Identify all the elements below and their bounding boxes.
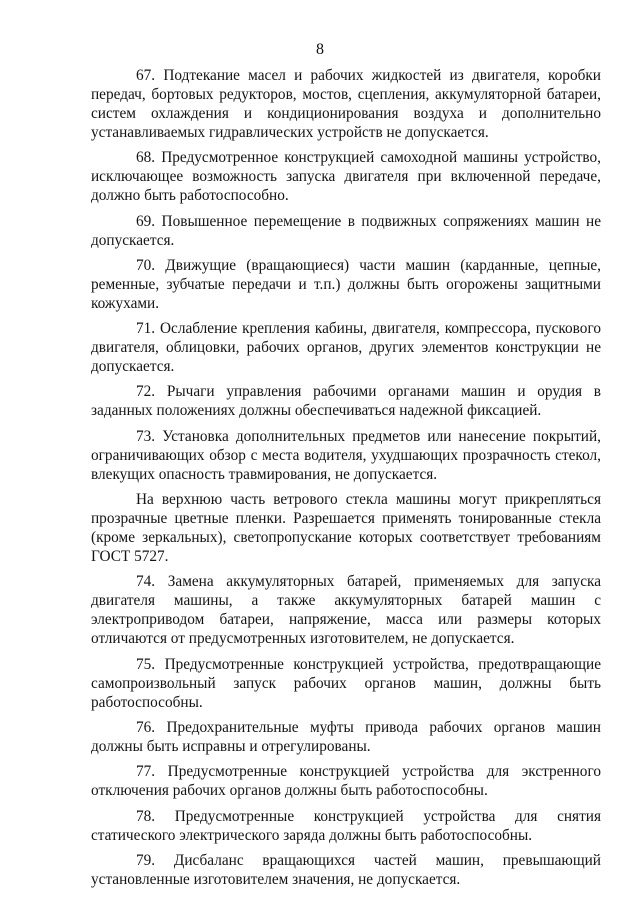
paragraph-78: 78. Предусмотренные конструкцией устройства для снятия статического электрического заряда должны быть работоспособны.	[91, 807, 601, 844]
paragraph-72: 72. Рычаги управления рабочими органами машин и орудия в заданных положениях должны обеспечиваться надежной фиксацией.	[91, 383, 601, 420]
paragraph-73: 73. Установка дополнительных предметов или нанесение покрытий, ограничивающих обзор с места водителя, ухудшающих прозрачность стекол, влекущих опасность травмирования, не допускается.	[91, 427, 601, 483]
paragraph-75: 75. Предусмотренные конструкцией устройства, предотвращающие самопроизвольный запуск рабочих органов машин, должны быть работоспособны.	[91, 655, 601, 711]
paragraph-70: 70. Движущие (вращающиеся) части машин (карданные, цепные, ременные, зубчатые передачи и т.п.) должны быть огорожены защитными кожухами.	[91, 256, 601, 312]
document-body	[91, 66, 601, 895]
page-number: 8	[316, 41, 324, 58]
paragraph-77: 77. Предусмотренные конструкцией устройства для экстренного отключения рабочих органов должны быть работоспособны.	[91, 763, 601, 800]
paragraph-74: 74. Замена аккумуляторных батарей, применяемых для запуска двигателя машины, а также аккумуляторных батарей машин с электроприводом батареи, напряжение, масса или размеры которых отличаются от предусмотренных изготовителем, не допускается.	[91, 573, 601, 648]
paragraph-73-continued: На верхнюю часть ветрового стекла машины могут прикрепляться прозрачные цветные пленки. Разрешается применять тонированные стекла (кроме зеркальных), светопропускание которых соответствует требованиям ГОСТ 5727.	[91, 491, 601, 566]
paragraph-67: 67. Подтекание масел и рабочих жидкостей из двигателя, коробки передач, бортовых редукторов, мостов, сцепления, аккумуляторной батареи, систем охлаждения и кондиционирования воздуха и дополнительно устанавливаемых гидравлических устройств не допускается.	[91, 67, 601, 141]
paragraph-69: 69. Повышенное перемещение в подвижных сопряжениях машин не допускается.	[91, 212, 601, 249]
paragraph-68: 68. Предусмотренное конструкцией самоходной машины устройство, исключающее возможность запуска двигателя при включенной передаче, должно быть работоспособно.	[91, 149, 601, 205]
paragraph-79: 79. Дисбаланс вращающихся частей машин, превышающий установленные изготовителем значения, не допускается.	[91, 851, 601, 888]
paragraph-76: 76. Предохранительные муфты привода рабочих органов машин должны быть исправны и отрегулированы.	[91, 718, 601, 755]
paragraph-71: 71. Ослабление крепления кабины, двигателя, компрессора, пускового двигателя, облицовки, рабочих органов, других элементов конструкции не допускается.	[91, 320, 601, 376]
